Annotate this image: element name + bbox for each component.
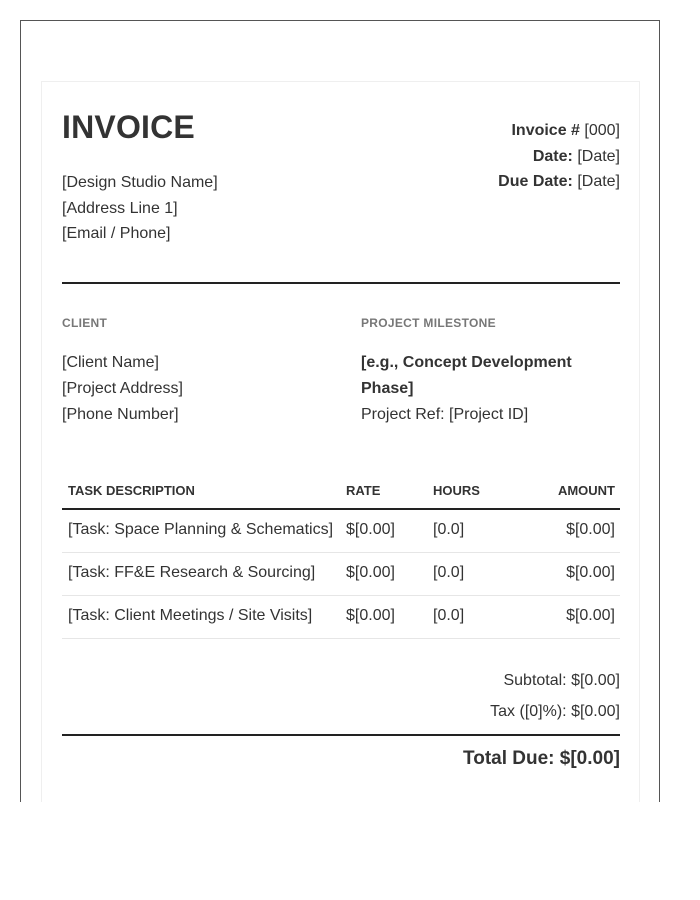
invoice-date [498,144,620,170]
row-task: [Task: Client Meetings / Site Visits] [68,607,313,624]
row-hours: [0.0] [433,564,465,581]
client-heading: CLIENT [62,316,108,330]
milestone-name: [e.g., Concept Development Phase] [361,354,572,397]
client-info [62,350,183,428]
row-amount: $[0.00] [566,564,615,581]
studio-info [62,170,218,247]
invoice-number [498,118,620,144]
milestone-info [361,350,601,428]
invoice-date-value: [Date] [577,147,620,165]
studio-address: [Address Line 1] [62,199,178,217]
invoice-due-label: Due Date: [498,173,573,190]
row-hours: [0.0] [433,607,465,624]
client-phone: [Phone Number] [62,406,179,423]
header-task: TASK DESCRIPTION [68,483,195,498]
header-rate: RATE [346,483,381,498]
table-header [62,476,620,510]
row-rate: $[0.00] [346,607,395,624]
client-address: [Project Address] [62,380,183,397]
tax-line: Tax ([0]%): $[0.00] [490,703,620,720]
invoice-number-value: [000] [584,122,620,139]
table-row [62,510,620,553]
task-table [62,476,620,639]
studio-name: [Design Studio Name] [62,174,218,191]
row-rate: $[0.00] [346,564,395,581]
totals-divider [62,734,620,736]
invoice-title: INVOICE [62,109,195,145]
invoice-due-value: [Date] [577,173,620,190]
studio-contact: [Email / Phone] [62,225,171,242]
milestone-heading: PROJECT MILESTONE [361,316,496,330]
header-divider [62,282,620,284]
header-hours: HOURS [433,483,480,498]
row-hours: [0.0] [433,521,465,538]
row-task: [Task: Space Planning & Schematics] [68,521,334,538]
invoice-due-date [498,169,620,195]
total-due: Total Due: $[0.00] [463,748,620,769]
row-amount: $[0.00] [566,521,615,538]
row-rate: $[0.00] [346,521,395,538]
subtotal: Subtotal: $[0.00] [503,672,620,689]
row-amount: $[0.00] [566,607,615,624]
invoice-meta [498,118,620,195]
client-name: [Client Name] [62,354,159,371]
milestone-ref: Project Ref: [Project ID] [361,406,529,423]
invoice-date-label: Date: [532,147,573,165]
header-amount: AMOUNT [557,483,615,498]
table-row [62,553,620,596]
row-task: [Task: FF&E Research & Sourcing] [68,564,316,581]
invoice-number-label: Invoice # [511,122,580,139]
table-row [62,596,620,639]
